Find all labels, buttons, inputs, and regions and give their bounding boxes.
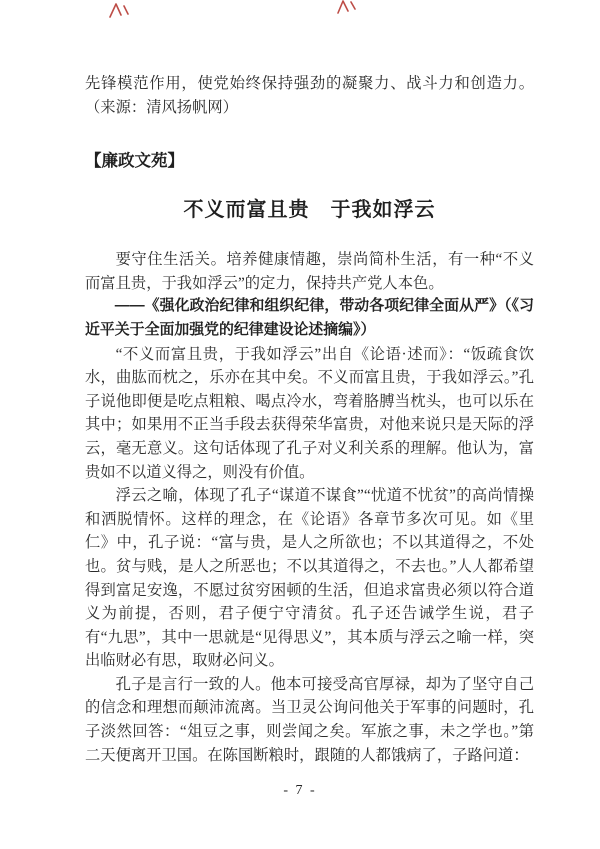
red-pen-mark-icon: [336, 0, 357, 15]
article-title: 不义而富且贵 于我如浮云: [183, 199, 436, 222]
section-header: 【廉政文苑】: [85, 151, 184, 171]
article-paragraph-3: 浮云之喻，体现了孔子“谋道不谋食”“忧道不忧贫”的高尚情操和洒脱情怀。这样的理念，在《论语》各章节多次可见。如《里仁》中，孔子说：“富与贵，是人之所欲也；不以其道得之，不处也。贫与贱，是人之所恶也；不以其道得之，不去也。”人人都希望得到富足安逸，不愿过贫穷困顿的生活，但追求富贵必须以符合道义为前提，否则，君子便宁守清贫。孔子还告诫学生说，君子有“九思”，其中一思就是“见得思义”，其本质与浮云之喻一样，突出临财必有思，取财必问义。: [85, 487, 534, 670]
page-number: - 7 -: [283, 783, 317, 798]
red-pen-mark-icon: [108, 1, 130, 19]
article-paragraph-4: 孔子是言行一致的人。他本可接受高官厚禄，却为了坚守自己的信念和理想而颠沛流离。当卫灵公询问他关于军事的问题时，孔子淡然回答：“俎豆之事，则尝闻之矣。军旅之事，未之学也。”第二天便离开卫国。在陈国断粮时，跟随的人都饿病了，子路问道：: [85, 675, 534, 764]
article-source-line: ——《强化政治纪律和组织纪律，带动各项纪律全面从严》（《习近平关于全面加强党的纪律建设论述摘编》）: [85, 298, 534, 338]
article-paragraph-1: 要守住生活关。培养健康情趣，崇尚简朴生活，有一种“不义而富且贵，于我如浮云”的定力，保持共产党人本色。: [85, 251, 534, 292]
intro-paragraph: 先锋模范作用，使党始终保持强劲的凝聚力、战斗力和创造力。（来源：清风扬帆网）: [85, 75, 534, 116]
article-paragraph-2: “不义而富且贵，于我如浮云”出自《论语·述而》：“饭疏食饮水，曲肱而枕之，乐亦在其中矣。不义而富且贵，于我如浮云。”孔子说他即便是吃点粗粮、喝点冷水，弯着胳膊当枕头，也可以乐在其中；如果用不正当手段去获得荣华富贵，对他来说只是天际的浮云，毫无意义。这句话体现了孔子对义利关系的理解。他认为，富贵如不以道义得之，则没有价值。: [85, 345, 534, 481]
